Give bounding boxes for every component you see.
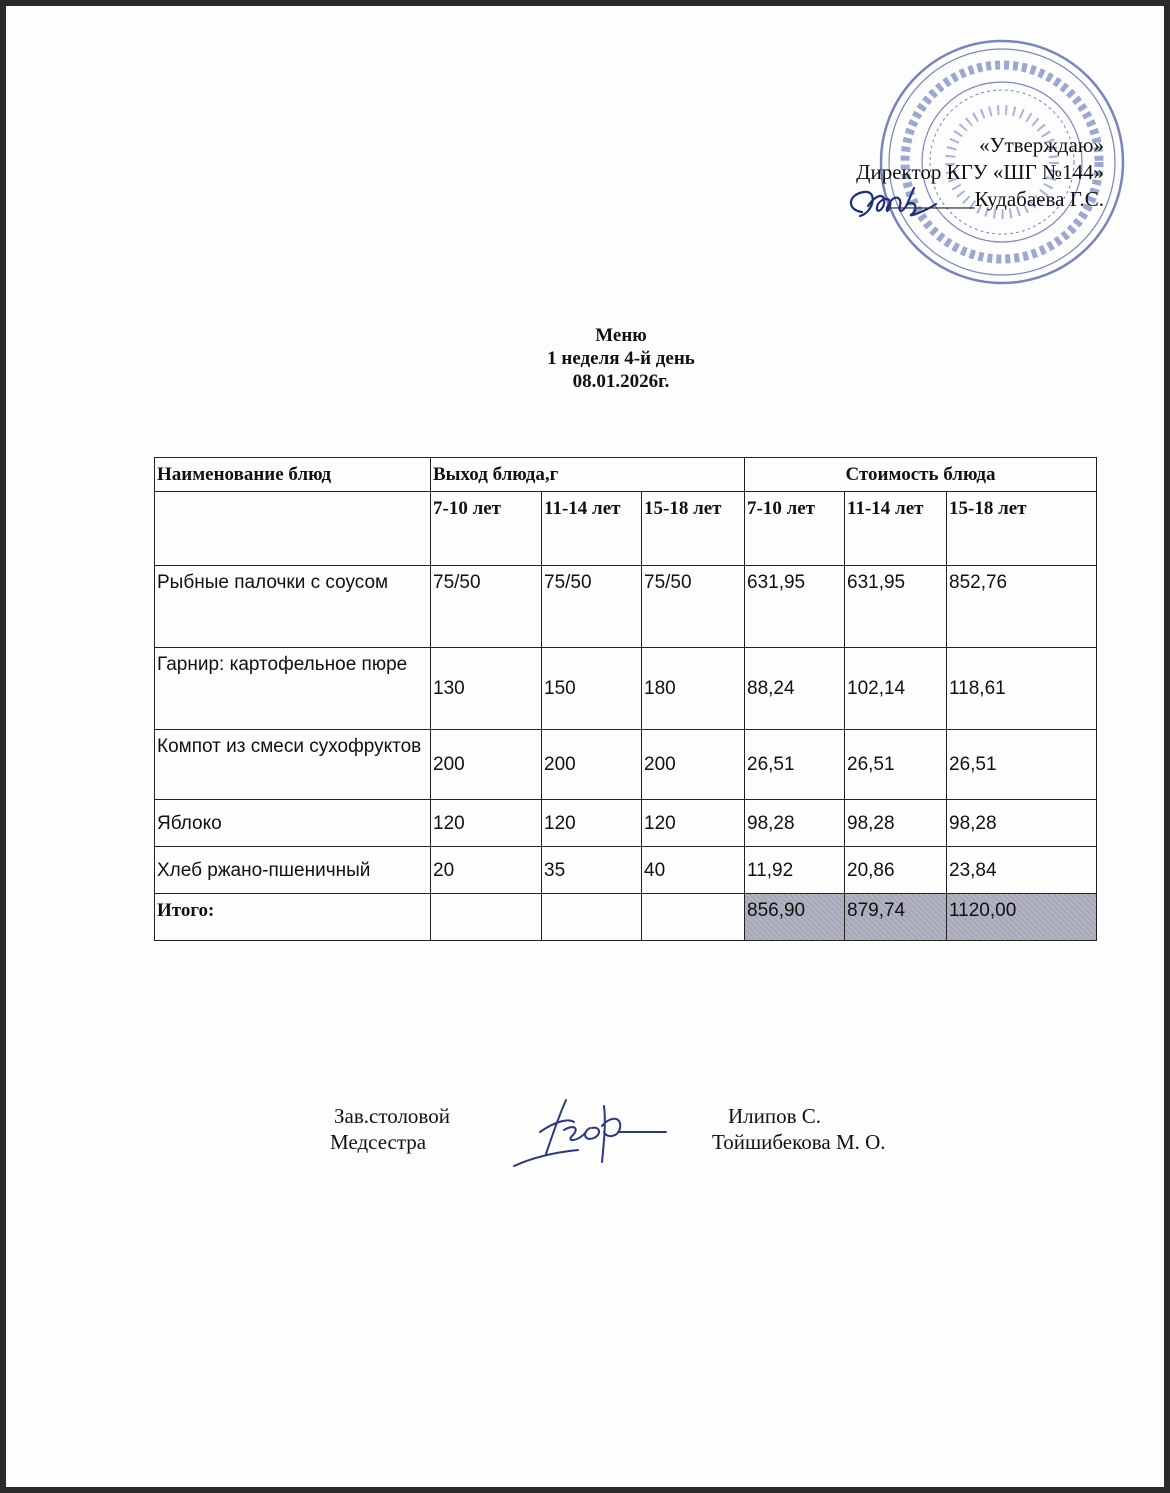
cost-value: 102,14 [845,648,947,730]
cost-value: 20,86 [845,847,947,894]
dish-name: Рыбные палочки с соусом [155,566,431,648]
cost-value: 631,95 [845,566,947,648]
output-age-group: 11-14 лет [542,492,642,566]
name-canteen-head: Илипов С. [728,1104,822,1128]
output-value: 130 [431,648,542,730]
cost-value: 98,28 [845,800,947,847]
approval-heading: «Утверждаю» [979,133,1104,157]
header-empty-cell [155,492,431,566]
dish-name: Хлеб ржано-пшеничный [155,847,431,894]
menu-table [154,457,1097,941]
table-total-row [155,894,1097,941]
output-value: 200 [542,730,642,800]
cost-value: 23,84 [947,847,1097,894]
approval-signatory: ________Кудабаева Г.С. [890,187,1104,211]
cost-value: 88,24 [745,648,845,730]
table-row [155,566,1097,648]
table-row [155,800,1097,847]
table-header-row [155,458,1097,492]
director-signature [844,182,954,226]
output-value: 75/50 [542,566,642,648]
title-date: 08.01.2026г. [572,371,670,392]
total-empty-cell [542,894,642,941]
output-age-group: 7-10 лет [431,492,542,566]
header-cost: Стоимость блюда [745,458,1097,492]
total-label: Итого: [155,894,431,941]
cost-value: 98,28 [745,800,845,847]
total-cost: 1120,00 [947,894,1097,941]
header-output: Выход блюда,г [431,458,745,492]
cost-value: 26,51 [947,730,1097,800]
approval-director: Директор КГУ «ШГ №144» [856,160,1104,184]
total-empty-cell [431,894,542,941]
dish-name: Компот из смеси сухофруктов [155,730,431,800]
total-cost: 879,74 [845,894,947,941]
cost-age-group: 15-18 лет [947,492,1097,566]
cost-value: 26,51 [745,730,845,800]
canteen-signature [506,1092,676,1172]
output-value: 75/50 [431,566,542,648]
cost-age-group: 7-10 лет [745,492,845,566]
role-canteen-head: Зав.столовой [334,1104,450,1128]
title-week-day: 1 неделя 4-й день [547,348,695,369]
cost-value: 118,61 [947,648,1097,730]
cost-value: 26,51 [845,730,947,800]
name-nurse: Тойшибекова М. О. [712,1130,886,1154]
document-page [6,6,1164,1487]
cost-value: 852,76 [947,566,1097,648]
dish-name: Гарнир: картофельное пюре [155,648,431,730]
table-age-row [155,492,1097,566]
table-row [155,730,1097,800]
output-value: 150 [542,648,642,730]
output-value: 40 [642,847,745,894]
title-menu: Меню [595,325,647,346]
total-cost: 856,90 [745,894,845,941]
output-value: 35 [542,847,642,894]
role-nurse: Медсестра [330,1130,427,1154]
output-value: 120 [542,800,642,847]
output-value: 120 [431,800,542,847]
output-value: 200 [431,730,542,800]
output-value: 180 [642,648,745,730]
table-row [155,648,1097,730]
output-value: 75/50 [642,566,745,648]
total-empty-cell [642,894,745,941]
cost-value: 631,95 [745,566,845,648]
cost-value: 11,92 [745,847,845,894]
header-dish-name: Наименование блюд [155,458,431,492]
dish-name: Яблоко [155,800,431,847]
table-row [155,847,1097,894]
cost-age-group: 11-14 лет [845,492,947,566]
output-value: 120 [642,800,745,847]
output-age-group: 15-18 лет [642,492,745,566]
output-value: 20 [431,847,542,894]
cost-value: 98,28 [947,800,1097,847]
output-value: 200 [642,730,745,800]
menu-title [6,324,1164,393]
